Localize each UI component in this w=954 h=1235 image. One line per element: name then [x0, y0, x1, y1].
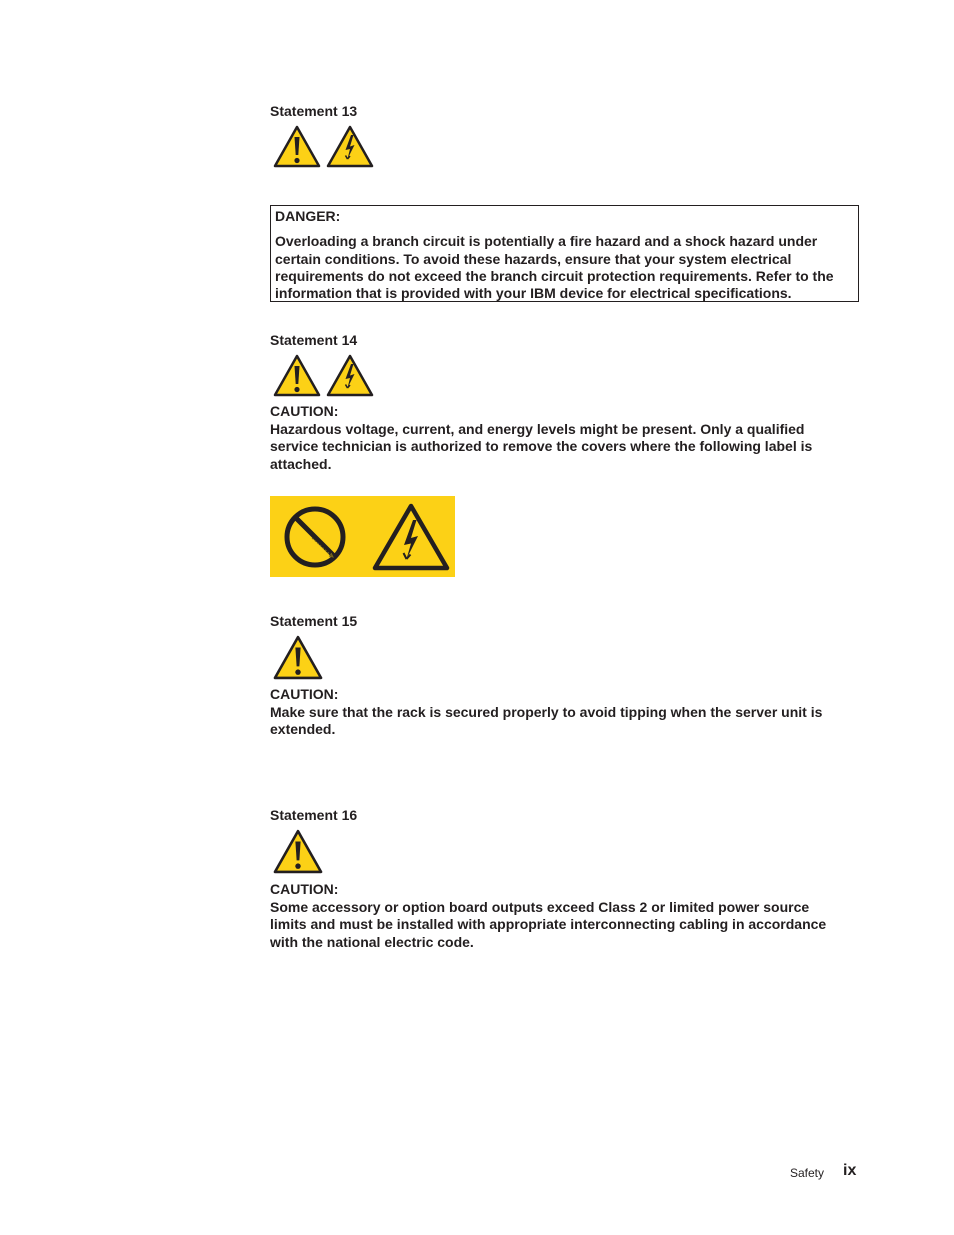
caution-label: CAUTION: [270, 881, 339, 897]
electrical-hazard-icon [326, 354, 374, 397]
statement-13-heading: Statement 13 [270, 103, 358, 119]
hazard-label-panel [270, 496, 455, 577]
high-voltage-icon [371, 502, 451, 572]
footer-section-name: Safety [790, 1166, 825, 1180]
statement-16-heading: Statement 16 [270, 807, 358, 823]
caution-triangle-icon [272, 635, 324, 680]
caution-triangle-icon [272, 829, 324, 874]
no-tool-access-icon [282, 504, 348, 570]
statement-16-icons [272, 829, 324, 874]
danger-notice-box [270, 205, 859, 302]
electrical-hazard-icon [326, 125, 374, 168]
caution-text: Hazardous voltage, current, and energy levels might be present. Only a qualified service technician is authorized to remove the covers where the following label is attached. [270, 421, 813, 472]
statement-15-heading: Statement 15 [270, 613, 358, 629]
caution-text: Make sure that the rack is secured properly to avoid tipping when the server unit is extended. [270, 704, 823, 738]
footer-page-number: ix [843, 1162, 857, 1179]
statement-13-icons [273, 125, 374, 168]
caution-label: CAUTION: [270, 686, 339, 702]
statement-15-icons [272, 635, 324, 680]
caution-text: Some accessory or option board outputs exceed Class 2 or limited power source limits and must be installed with appropriate interconnecting cabling in accordance with the national electric code. [270, 899, 827, 950]
statement-14-heading: Statement 14 [270, 332, 358, 348]
danger-label: DANGER: [275, 208, 341, 224]
caution-triangle-icon [273, 354, 321, 397]
danger-text: Overloading a branch circuit is potentially a fire hazard and a shock hazard under certain conditions. To avoid these hazards, ensure that your system electrical requirements do not exceed the branch circuit protection requirements. Refer to the information that is provided with your IBM device for electrical specifications. [275, 233, 834, 302]
statement-14-icons [273, 354, 374, 397]
caution-label: CAUTION: [270, 403, 339, 419]
caution-triangle-icon [273, 125, 321, 168]
